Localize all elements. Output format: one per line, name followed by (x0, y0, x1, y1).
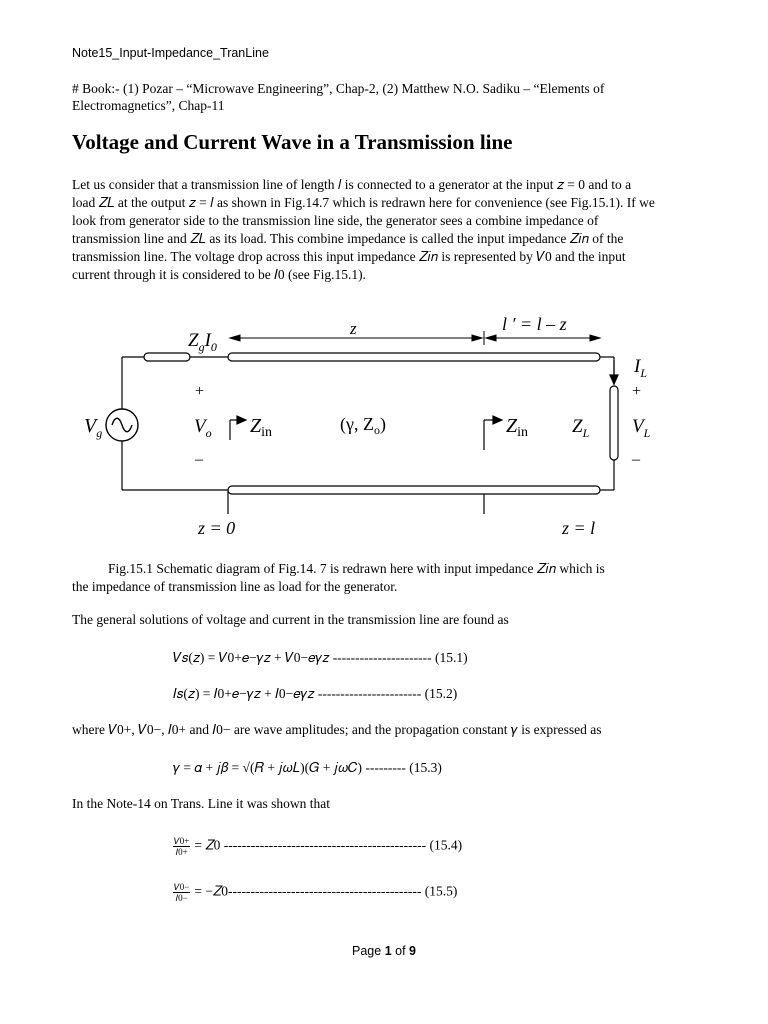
equation-15-5 (173, 882, 457, 903)
top-conductor (228, 353, 600, 361)
fraction (173, 882, 190, 903)
intro-paragraph (72, 176, 724, 284)
z-length-label: z (350, 319, 357, 338)
fraction-denominator: 𝐼0− (175, 893, 188, 903)
il-label: $I_L$ (634, 356, 648, 380)
where-text: where 𝑉0+, 𝑉0−, 𝐼0+ and 𝐼0− are wave amplitudes; and the propagation constant 𝛾 is expressed as (72, 722, 602, 737)
page-title: Voltage and Current Wave in a Transmission line (72, 130, 513, 154)
paragraph-line: load 𝑍𝐿 at the output 𝑧 = 𝑙 as shown in Fig.14.7 which is redrawn here for convenience (see Fig.15.1). If we (72, 195, 655, 210)
source-impedance (144, 353, 190, 361)
bottom-conductor (228, 486, 600, 494)
note14-text: In the Note-14 on Trans. Line it was shown that (72, 796, 330, 811)
page-footer (0, 944, 768, 958)
zg-label: $Z_gI_0$ (188, 330, 217, 354)
footer-prefix: Page (352, 944, 385, 958)
plus-right: + (632, 383, 642, 400)
lprime-left-head (486, 335, 496, 341)
arrow-left-head (230, 335, 240, 341)
zin-left-arrowhead (237, 416, 246, 424)
equation-15-2: 𝐼𝑠(𝑧) = 𝐼0+𝑒−𝛾𝑧 + 𝐼0−𝑒𝛾𝑧 ----------------------- (15.2) (173, 686, 458, 701)
equation-15-4 (173, 836, 462, 857)
equation-rest: = 𝑍0 --------------------------------------------- (15.4) (194, 837, 463, 853)
zin-left-label: $Z_{in}$ (250, 415, 273, 440)
z-start-label: z = 0 (198, 518, 236, 538)
footer-page-number: 1 (384, 944, 392, 958)
zin-right-arrowhead (493, 416, 502, 424)
zin-right-label: $Z_{in}$ (506, 415, 529, 440)
minus-left: – (195, 451, 203, 468)
equation-rest: = −𝑍0------------------------------------------- (15.5) (194, 883, 458, 899)
fraction-numerator: 𝑉0+ (174, 836, 190, 846)
line-params-label: (γ, $Z_o$) (340, 414, 386, 437)
caption-line: Fig.15.1 Schematic diagram of Fig.14. 7 is redrawn here with input impedance 𝑍𝑖𝑛 which is (108, 561, 605, 576)
document-header: Note15_Input-Impedance_TranLine (72, 46, 269, 60)
footer-total-pages: 9 (409, 944, 416, 958)
minus-right: – (632, 451, 640, 468)
caption-line: the impedance of transmission line as load for the generator. (72, 579, 398, 594)
figure-caption (72, 560, 692, 596)
load-impedance (610, 386, 618, 460)
transmission-line-schematic (70, 300, 670, 548)
paragraph-line: transmission line and 𝑍𝐿 as its load. This combine impedance is called the input impedance 𝑍𝑖𝑛 of the (72, 231, 624, 246)
vo-label: $V_o$ (194, 416, 212, 440)
lprime-label: l ′ = l – z (502, 314, 567, 334)
paragraph-line: transmission line. The voltage drop across this input impedance 𝑍𝑖𝑛 is represented by 𝑉0 and the input (72, 249, 626, 264)
footer-mid: of (391, 944, 410, 958)
fraction-denominator: 𝐼0+ (175, 847, 188, 857)
paragraph-line: look from generator side to the transmission line side, the generator sees a combine impedance of (72, 213, 599, 228)
equation-15-3: 𝛾 = 𝛼 + 𝑗𝛽 = √(𝑅 + 𝑗𝜔𝐿)(𝐺 + 𝑗𝜔𝐶) --------- (15.3) (173, 760, 442, 775)
general-solutions-text: The general solutions of voltage and current in the transmission line are found as (72, 612, 509, 627)
paragraph-line: Let us consider that a transmission line of length 𝑙 is connected to a generator at the input 𝑧 = 0 and to a (72, 177, 632, 192)
plus-left: + (195, 383, 205, 400)
lprime-right-head (590, 335, 600, 341)
zl-label: $Z_L$ (572, 416, 590, 440)
book-reference: # Book:- (1) Pozar – “Microwave Engineering”, Chap-2, (2) Matthew N.O. Sadiku – “Elements of Electromagnetics”, Chap-11 (72, 81, 605, 113)
fraction-numerator: 𝑉0− (174, 882, 190, 892)
il-arrow-head (610, 375, 618, 384)
equation-15-1: 𝑉𝑠(𝑧) = 𝑉0+𝑒−𝛾𝑧 + 𝑉0−𝑒𝛾𝑧 ---------------------- (15.1) (173, 650, 468, 665)
vg-label: $V_g$ (84, 415, 103, 440)
vl-label: $V_L$ (632, 416, 651, 440)
arrow-right-head (472, 335, 482, 341)
z-end-label: z = l (562, 518, 596, 538)
paragraph-line: current through it is considered to be 𝐼0 (see Fig.15.1). (72, 267, 366, 282)
fraction (173, 836, 190, 857)
